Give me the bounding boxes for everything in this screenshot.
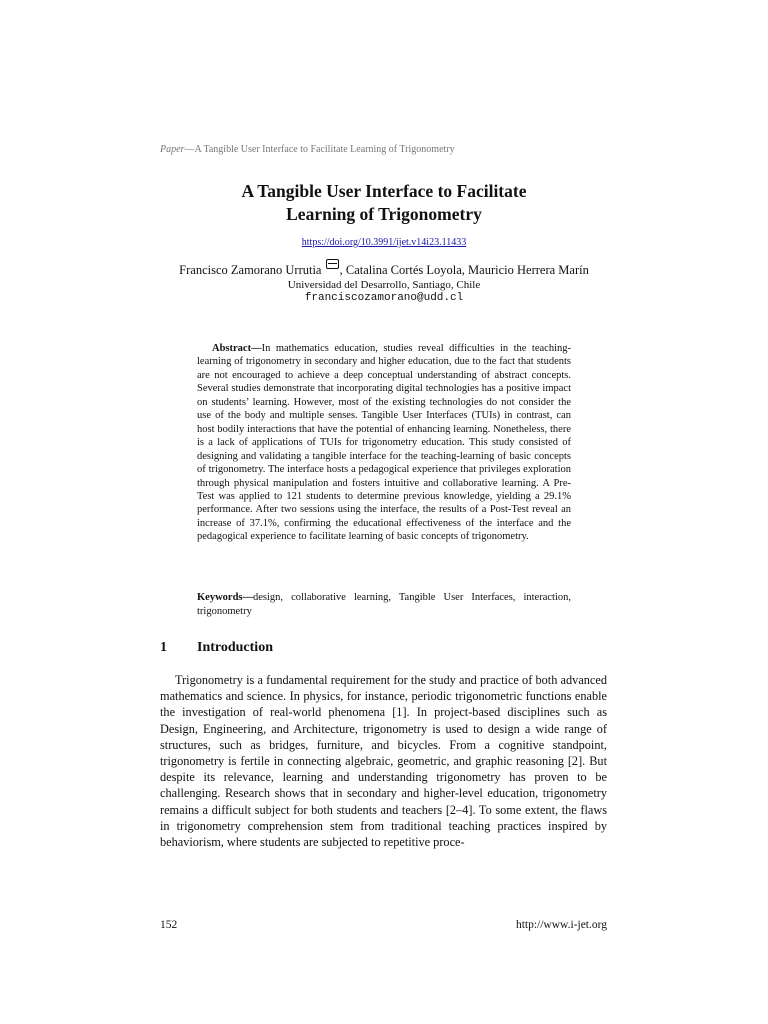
page-number: 152 xyxy=(160,919,178,931)
other-authors: , Catalina Cortés Loyola, Mauricio Herrera Marín xyxy=(339,263,589,277)
journal-site: http://www.i-jet.org xyxy=(515,919,607,931)
envelope-icon xyxy=(326,259,339,269)
paper-title-line2: Learning of Trigonometry xyxy=(286,204,482,224)
intro-paragraph: Trigonometry is a fundamental requirement for the study and practice of both advanced mathematics and science. In physics, for instance, periodic trigonometric functions enable the investigation of real-world phenomena [1]. In project-based disciplines such as Design, Engineering, and Architecture, trigonometry is used to design a wide range of structures, such as bridges, furniture, and bicycles. From a cognitive standpoint, trigonometry is fertile in connecting algebraic, geometric, and graphic reasoning [2]. But despite its relevance, learning and understanding trigonometry has proven to be challenging. Research shows that in secondary and higher-level education, trigonometry remains a difficult subject for both students and teachers [2–4]. To some extent, the flaws in trigonometry comprehension stem from traditional teaching practices inspired by behaviorism, where students are subjected to repetitive proce- xyxy=(160,673,607,850)
running-head-title: —A Tangible User Interface to Facilitate Learning of Trigonometry xyxy=(184,144,455,155)
abstract xyxy=(197,342,571,544)
section-number: 1 xyxy=(160,640,167,655)
running-head xyxy=(160,144,455,155)
section-heading xyxy=(160,640,273,656)
paper-title xyxy=(0,180,768,226)
affiliation: Universidad del Desarrollo, Santiago, Chile xyxy=(287,279,481,291)
keywords-text: design, collaborative learning, Tangible User Interfaces, interaction, trigonometry xyxy=(197,592,571,617)
abstract-text: In mathematics education, studies reveal difficulties in the teaching-learning of trigonometry in secondary and higher education, due to the fact that students are not encouraged to achieve a deep conceptual understanding of abstract concepts. Several studies demonstrate that incorporating digital technologies has a positive impact on students’ learning. However, most of the existing technologies do not consider the use of the body and multiple senses. Tangible User Interfaces (TUIs) in contrast, can host bodily interactions that have the potential of enhancing learning. Nonetheless, there is a lack of applications of TUIs for trigonometry education. This study consisted of designing and validating a tangible interface for the teaching-learning of basic concepts of trigonometry. The interface hosts a pedagogical experience that privileges exploration through physical manipulation and fosters intuitive and collaborative learning. A Pre-Test was applied to 121 students to determine previous knowledge, yielding a 29.1% performance. After two sessions using the interface, the results of a Post-Test reveal an increase of 37.1%, confirming the educational effectiveness of the interface and the pedagogical experience to facilitate learning of basic concepts of trigonometry. xyxy=(197,343,571,543)
abstract-label: Abstract— xyxy=(212,343,262,354)
author-list xyxy=(0,263,768,278)
paper-title-line1: A Tangible User Interface to Facilitate xyxy=(241,181,527,201)
keywords-label: Keywords— xyxy=(197,592,253,603)
running-head-label: Paper xyxy=(160,144,185,155)
section-title: Introduction xyxy=(197,640,273,655)
doi-link[interactable]: https://doi.org/10.3991/ijet.v14i23.11433 xyxy=(301,237,467,248)
author-email: franciscozamorano@udd.cl xyxy=(304,292,464,304)
first-author: Francisco Zamorano Urrutia xyxy=(179,263,322,277)
keywords xyxy=(197,591,571,618)
